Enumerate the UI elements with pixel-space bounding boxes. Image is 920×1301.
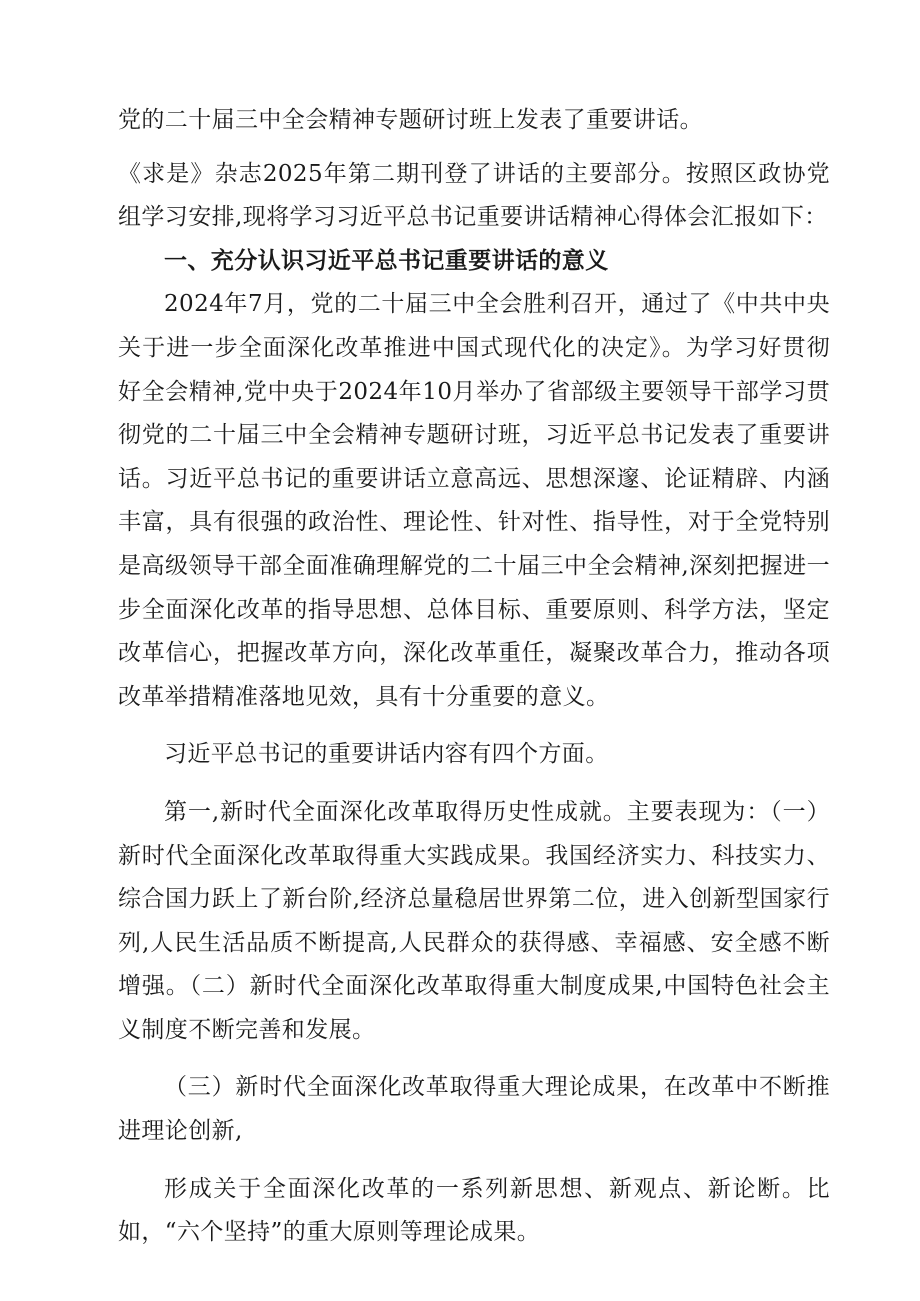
- paragraph-4: 习近平总书记的重要讲话内容有四个方面。: [164, 741, 609, 768]
- paragraph-1: 党的二十届三中全会精神专题研讨班上发表了重要讲话。: [118, 107, 703, 133]
- paragraph-2: 《求是》杂志2025年第二期刊登了讲话的主要部分。按照区政协党组学习安排,现将学习习近平总书记重要讲话精神心得体会汇报如下：: [118, 160, 830, 231]
- paragraph-5: 第一,新时代全面深化改革取得历史性成就。主要表现为：（一）新时代全面深化改革取得重大实践成果。我国经济实力、科技实力、综合国力跃上了新台阶,经济总量稳居世界第二位，进入创新型国家行列,人民生活品质不断提高,人民群众的获得感、幸福感、安全感不断增强。（二）新时代全面深化改革取得重大制度成果,中国特色社会主义制度不断完善和发展。: [118, 798, 830, 1043]
- paragraph-7: 形成关于全面深化改革的一系列新思想、新观点、新论断。比如，“六个坚持”的重大原则等理论成果。: [118, 1175, 830, 1246]
- document-body: [118, 99, 830, 1255]
- paragraph-6: （三）新时代全面深化改革取得重大理论成果，在改革中不断推进理论创新,: [118, 1074, 830, 1145]
- paragraph-3: 2024年7月，党的二十届三中全会胜利召开，通过了《中共中央关于进一步全面深化改革推进中国式现代化的决定》。为学习好贯彻好全会精神,党中央于2024年10月举办了省部级主要领导干部学习贯彻党的二十届三中全会精神专题研讨班，习近平总书记发表了重要讲话。习近平总书记的重要讲话立意高远、思想深邃、论证精辟、内涵丰富，具有很强的政治性、理论性、针对性、指导性，对于全党特别是高级领导干部全面准确理解党的二十届三中全会精神,深刻把握进一步全面深化改革的指导思想、总体目标、重要原则、科学方法，坚定改革信心，把握改革方向，深化改革重任，凝聚改革合力，推动各项改革举措精准落地见效，具有十分重要的意义。: [118, 291, 830, 710]
- section-heading: 一、充分认识习近平总书记重要讲话的意义: [164, 247, 609, 274]
